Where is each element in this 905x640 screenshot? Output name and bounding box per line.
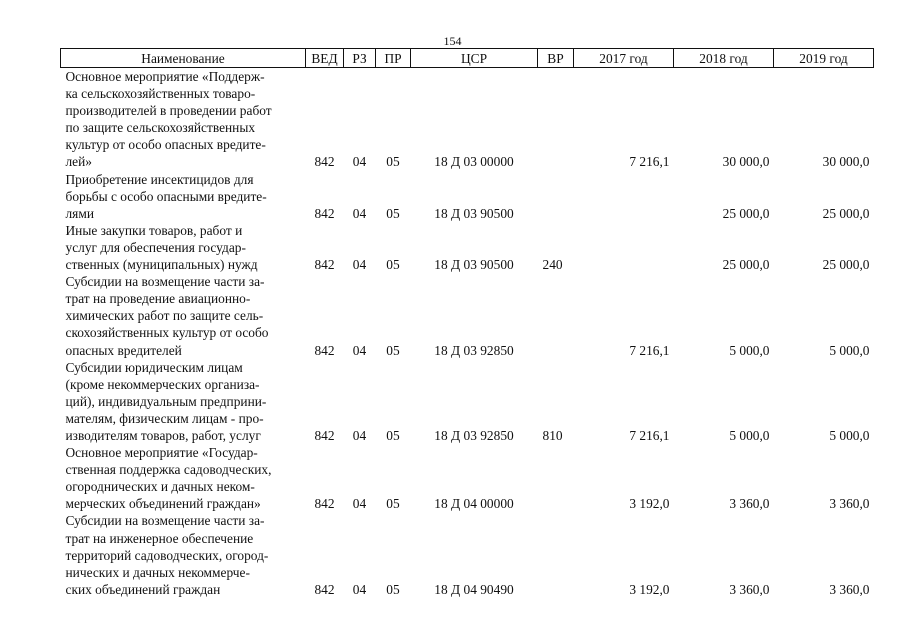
- row-name-line: Приобретение инсектицидов для: [65, 171, 254, 187]
- cell-pr: 05: [386, 496, 400, 512]
- cell-y2018: 30 000,0: [722, 154, 770, 170]
- cell-rz: 04: [352, 581, 367, 597]
- row-name-line: услуг для обеспечения государ-: [65, 239, 246, 255]
- cell-vr: [538, 68, 574, 171]
- cell-y2019: 5 000,0: [829, 342, 870, 358]
- row-name: [61, 68, 306, 171]
- row-name: [61, 273, 306, 358]
- col-header-2018: 2018 год: [674, 49, 774, 68]
- row-name-line: мерческих объединений граждан»: [65, 496, 261, 512]
- row-name-line: лей»: [65, 154, 92, 170]
- cell-y2018: 25 000,0: [722, 257, 770, 273]
- cell-rz: 04: [352, 427, 367, 443]
- cell-y2018: 3 360,0: [729, 581, 770, 597]
- cell-y2017: [574, 171, 674, 222]
- row-name-line: ских объединений граждан: [65, 581, 221, 597]
- cell-ved: 842: [314, 427, 335, 443]
- table-row: [61, 359, 874, 444]
- cell-y2017: [574, 222, 674, 273]
- row-name-line: опасных вредителей: [65, 342, 182, 358]
- row-name: [61, 359, 306, 444]
- cell-y2019: 3 360,0: [829, 496, 870, 512]
- cell-vr: [538, 444, 574, 512]
- row-name-line: (кроме некоммерческих организа-: [65, 376, 260, 392]
- cell-csr: 18 Д 03 92850: [434, 427, 514, 443]
- cell-csr: 18 Д 03 00000: [434, 154, 514, 170]
- row-name-line: ственная поддержка садоводческих,: [65, 462, 272, 478]
- cell-csr: 18 Д 03 90500: [434, 257, 514, 273]
- cell-pr: 05: [386, 427, 400, 443]
- col-header-2019: 2019 год: [774, 49, 874, 68]
- cell-rz: 04: [352, 496, 367, 512]
- row-name-line: Субсидии на возмещение части за-: [65, 274, 265, 290]
- row-name-line: ций), индивидуальным предприни-: [65, 393, 267, 409]
- cell-rz: 04: [352, 342, 367, 358]
- cell-ved: 842: [314, 496, 335, 512]
- cell-ved: 842: [314, 581, 335, 597]
- cell-y2019: 5 000,0: [829, 427, 870, 443]
- cell-ved: 842: [314, 257, 335, 273]
- cell-ved: 842: [314, 154, 335, 170]
- cell-y2017: 7 216,1: [629, 342, 670, 358]
- col-header-rz: РЗ: [344, 49, 376, 68]
- cell-y2018: 25 000,0: [722, 205, 770, 221]
- col-header-ved: ВЕД: [306, 49, 344, 68]
- cell-y2017: 7 216,1: [629, 427, 670, 443]
- row-name-line: мателям, физическим лицам - про-: [65, 410, 264, 426]
- cell-y2017: 7 216,1: [629, 154, 670, 170]
- cell-vr: [538, 512, 574, 597]
- row-name-line: химических работ по защите сель-: [65, 308, 264, 324]
- cell-y2019: 3 360,0: [829, 581, 870, 597]
- table-row: [61, 222, 874, 273]
- table-row: [61, 273, 874, 358]
- cell-pr: 05: [386, 205, 400, 221]
- row-name-line: изводителям товаров, работ, услуг: [65, 427, 261, 443]
- col-header-csr: ЦСР: [411, 49, 538, 68]
- cell-pr: 05: [386, 257, 400, 273]
- row-name-line: борьбы с особо опасными вредите-: [65, 188, 267, 204]
- cell-y2019: 30 000,0: [822, 154, 870, 170]
- col-header-vr: ВР: [538, 49, 574, 68]
- row-name-line: огороднических и дачных неком-: [65, 479, 255, 495]
- row-name-line: скохозяйственных культур от особо: [65, 325, 269, 341]
- cell-vr: [538, 171, 574, 222]
- row-name: [61, 222, 306, 273]
- cell-pr: 05: [386, 342, 400, 358]
- budget-table: [60, 48, 874, 598]
- cell-y2019: 25 000,0: [822, 257, 870, 273]
- cell-csr: 18 Д 04 00000: [434, 496, 514, 512]
- cell-vr: [538, 273, 574, 358]
- row-name-line: трат на проведение авиационно-: [65, 291, 251, 307]
- row-name-line: Субсидии на возмещение части за-: [65, 513, 265, 529]
- row-name-line: территорий садоводческих, огород-: [65, 547, 269, 563]
- cell-ved: 842: [314, 205, 335, 221]
- row-name-line: нических и дачных некоммерче-: [65, 564, 250, 580]
- cell-y2018: 5 000,0: [729, 342, 770, 358]
- row-name-line: ка сельскохозяйственных товаро-: [65, 86, 256, 102]
- table-row: [61, 171, 874, 222]
- cell-y2017: 3 192,0: [629, 581, 670, 597]
- col-header-name: Наименование: [61, 49, 306, 68]
- row-name-line: лями: [65, 205, 94, 221]
- cell-rz: 04: [352, 154, 367, 170]
- table-header-row: [61, 49, 874, 68]
- col-header-pr: ПР: [376, 49, 411, 68]
- cell-y2019: 25 000,0: [822, 205, 870, 221]
- cell-y2018: 5 000,0: [729, 427, 770, 443]
- row-name: [61, 512, 306, 597]
- cell-vr: 240: [542, 257, 563, 273]
- row-name-line: трат на инженерное обеспечение: [65, 530, 254, 546]
- row-name-line: Основное мероприятие «Поддерж-: [65, 69, 265, 84]
- row-name: [61, 171, 306, 222]
- row-name-line: ственных (муниципальных) нужд: [65, 257, 258, 273]
- cell-pr: 05: [386, 581, 400, 597]
- col-header-2017: 2017 год: [574, 49, 674, 68]
- cell-csr: 18 Д 03 92850: [434, 342, 514, 358]
- table-row: [61, 512, 874, 597]
- cell-y2017: 3 192,0: [629, 496, 670, 512]
- cell-vr: 810: [542, 427, 563, 443]
- cell-ved: 842: [314, 342, 335, 358]
- row-name-line: Основное мероприятие «Государ-: [65, 445, 258, 461]
- cell-pr: 05: [386, 154, 400, 170]
- cell-y2018: 3 360,0: [729, 496, 770, 512]
- table-row: [61, 68, 874, 171]
- row-name-line: Субсидии юридическим лицам: [65, 359, 243, 375]
- row-name-line: производителей в проведении работ: [65, 103, 272, 119]
- table-row: [61, 444, 874, 512]
- row-name-line: по защите сельскохозяйственных: [65, 120, 256, 136]
- cell-csr: 18 Д 03 90500: [434, 205, 514, 221]
- row-name-line: Иные закупки товаров, работ и: [65, 222, 243, 238]
- row-name-line: культур от особо опасных вредите-: [65, 137, 266, 153]
- page-number: 154: [443, 34, 462, 48]
- cell-rz: 04: [352, 205, 367, 221]
- cell-csr: 18 Д 04 90490: [434, 581, 514, 597]
- row-name: [61, 444, 306, 512]
- cell-rz: 04: [352, 257, 367, 273]
